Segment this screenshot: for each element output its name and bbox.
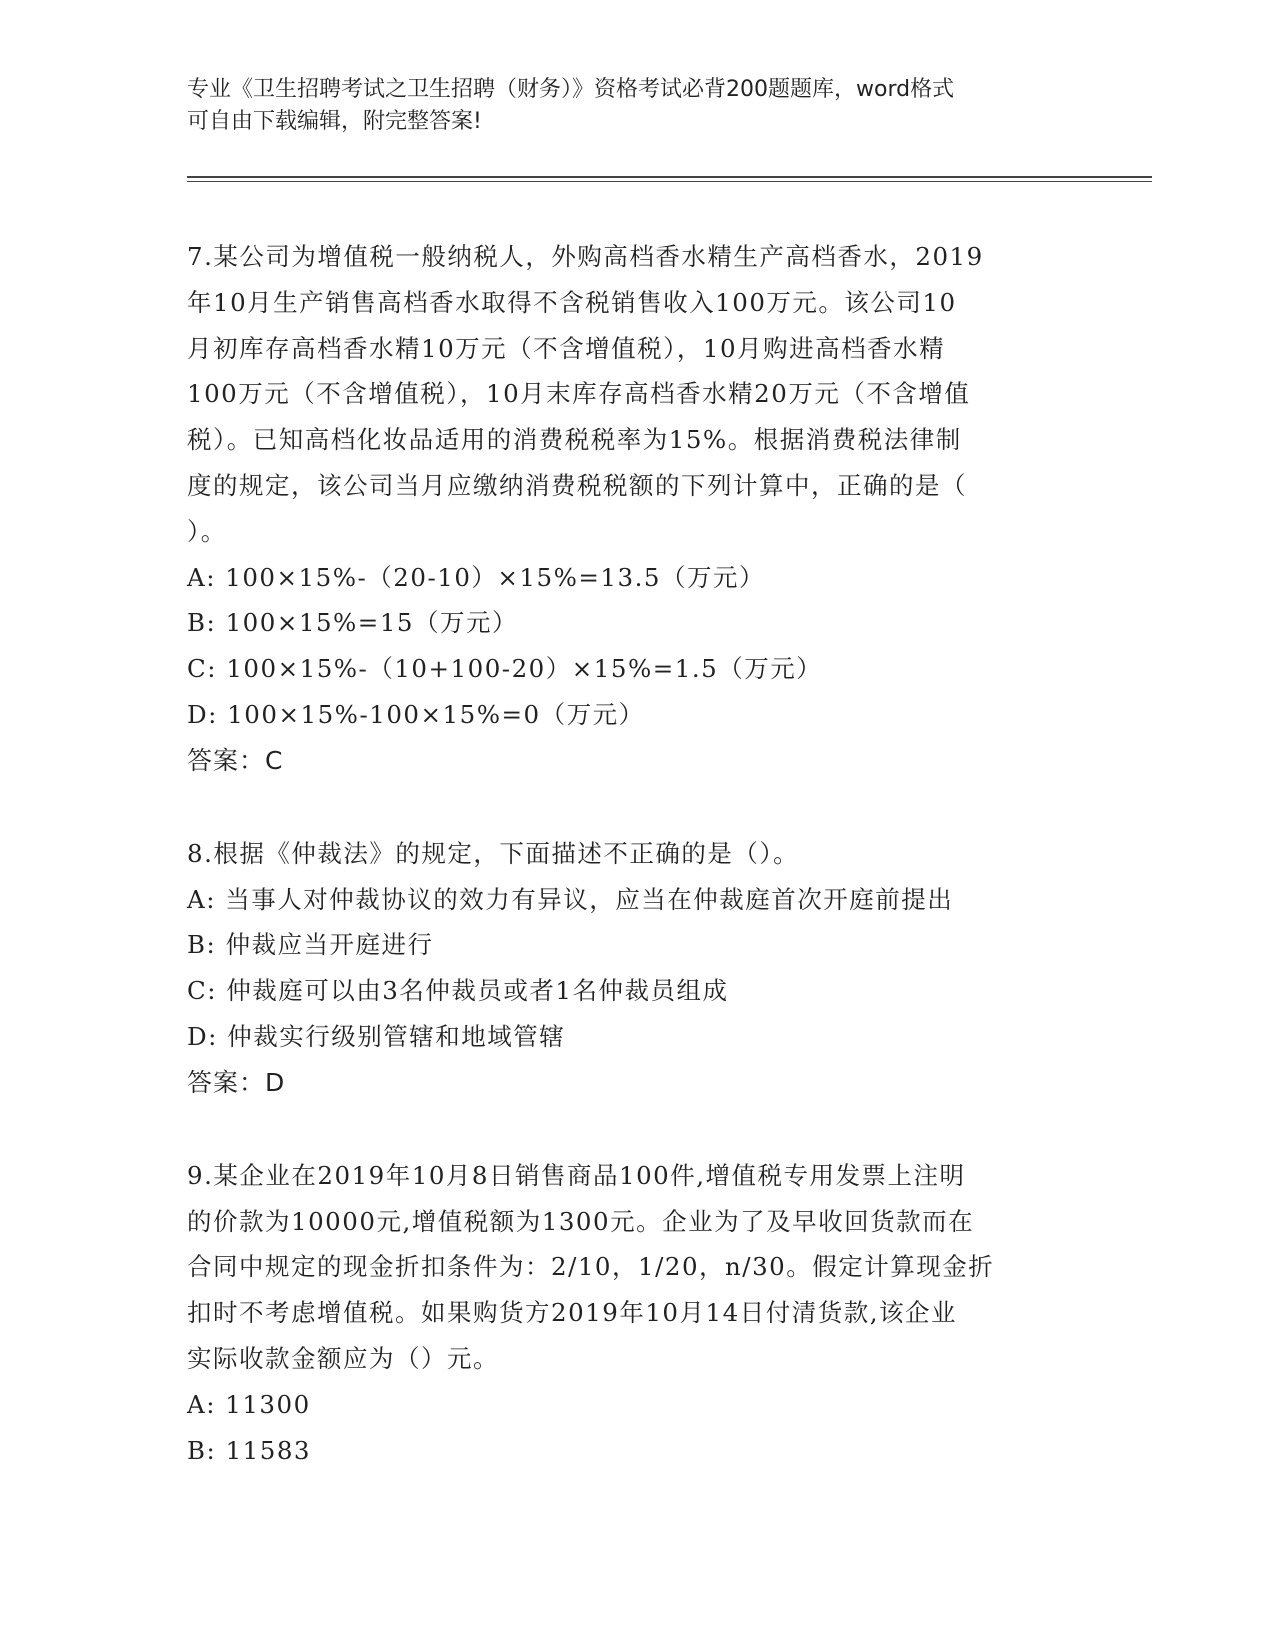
question-9 xyxy=(187,1153,1067,1474)
option-text: 仲裁实行级别管辖和地域管辖 xyxy=(227,1021,566,1051)
option-letter: A: xyxy=(187,1389,216,1419)
option-letter: A: xyxy=(187,884,216,914)
option-text: 100×15%-100×15%=0（万元） xyxy=(227,699,645,729)
option-text: 100×15%=15（万元） xyxy=(225,608,519,638)
header-line-2: 可自由下载编辑，附完整答案! xyxy=(187,109,482,134)
option-text: 100×15%-（20-10）×15%=13.5（万元） xyxy=(225,562,765,592)
stem-line: 年10月生产销售高档香水取得不含税销售收入100万元。该公司10 xyxy=(187,287,957,317)
option-text: 当事人对仲裁协议的效力有异议，应当在仲裁庭首次开庭前提出 xyxy=(225,884,954,914)
option-letter: B: xyxy=(187,608,217,638)
option-c xyxy=(187,968,1067,1014)
stem-line: 9.某企业在2019年10月8日销售商品100件,增值税专用发票上注明 xyxy=(187,1160,966,1190)
option-a xyxy=(187,555,1067,601)
option-text: 11583 xyxy=(225,1435,312,1465)
question-8 xyxy=(187,831,1067,1106)
option-letter: B: xyxy=(187,930,217,960)
option-d xyxy=(187,692,1067,738)
stem-line: 100万元（不含增值税），10月末库存高档香水精20万元（不含增值 xyxy=(187,379,971,409)
question-list xyxy=(187,234,1067,1520)
option-b xyxy=(187,600,1067,646)
option-letter: C: xyxy=(187,976,218,1006)
stem-line: 扣时不考虑增值税。如果购货方2019年10月14日付清货款,该企业 xyxy=(187,1298,957,1328)
stem-line: 度的规定，该公司当月应缴纳消费税税额的下列计算中，正确的是（ xyxy=(187,470,967,500)
option-letter: B: xyxy=(187,1435,217,1465)
option-b xyxy=(187,922,1067,968)
option-letter: A: xyxy=(187,562,216,592)
option-letter: C: xyxy=(187,654,218,684)
stem-line: 的价款为10000元,增值税额为1300元。企业为了及早收回货款而在 xyxy=(187,1206,975,1236)
option-letter: D: xyxy=(187,699,218,729)
option-text: 仲裁应当开庭进行 xyxy=(225,930,434,960)
answer-line: 答案：C xyxy=(187,745,284,775)
option-d xyxy=(187,1014,1067,1060)
option-text: 仲裁庭可以由3名仲裁员或者1名仲裁员组成 xyxy=(226,976,729,1006)
stem-line: ）。 xyxy=(187,516,227,546)
option-a xyxy=(187,877,1067,923)
stem-line: 月初库存高档香水精10万元（不含增值税），10月购进高档香水精 xyxy=(187,333,946,363)
stem-line: 8.根据《仲裁法》的规定，下面描述不正确的是（）。 xyxy=(187,838,800,868)
stem-line: 合同中规定的现金折扣条件为：2/10，1/20，n/30。假定计算现金折 xyxy=(187,1252,995,1282)
option-text: 100×15%-（10+100-20）×15%=1.5（万元） xyxy=(226,654,823,684)
header-divider xyxy=(187,176,1152,182)
option-letter: D: xyxy=(187,1021,218,1051)
header-line-1: 专业《卫生招聘考试之卫生招聘（财务）》资格考试必背200题题库，word格式 xyxy=(187,77,955,102)
option-c xyxy=(187,646,1067,692)
document-header xyxy=(187,74,1067,138)
option-text: 11300 xyxy=(225,1389,311,1419)
question-stem xyxy=(187,831,1067,877)
question-stem xyxy=(187,1153,1067,1382)
stem-line: 实际收款金额应为（）元。 xyxy=(187,1343,499,1373)
question-7 xyxy=(187,234,1067,784)
stem-line: 税）。已知高档化妆品适用的消费税税率为15%。根据消费税法律制 xyxy=(187,425,962,455)
option-b xyxy=(187,1428,1067,1474)
question-stem xyxy=(187,234,1067,555)
answer-line: 答案：D xyxy=(187,1067,286,1097)
option-a xyxy=(187,1382,1067,1428)
stem-line: 7.某公司为增值税一般纳税人，外购高档香水精生产高档香水，2019 xyxy=(187,242,984,271)
